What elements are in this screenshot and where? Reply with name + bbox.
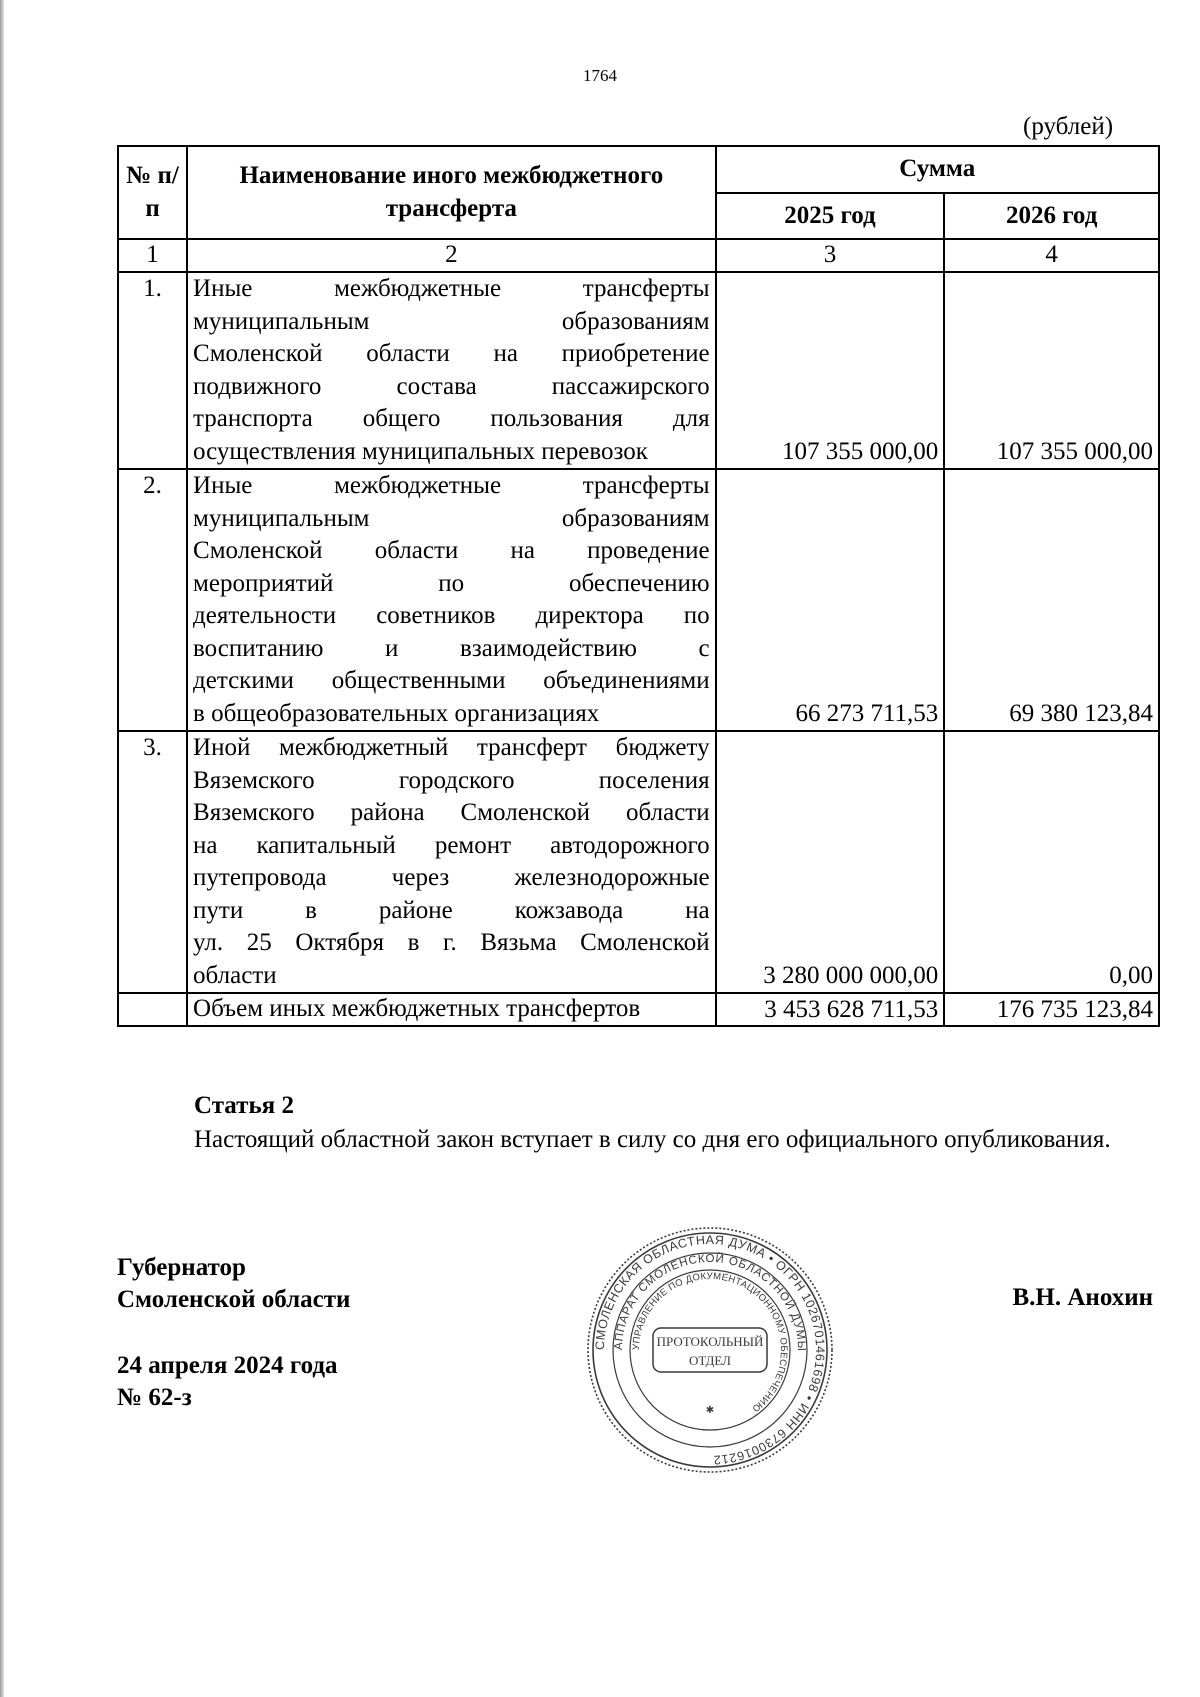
column-index: 3 <box>716 239 945 272</box>
row-number: 2. <box>118 469 187 731</box>
column-index: 1 <box>118 239 187 272</box>
amount-2025: 107 355 000,00 <box>716 272 945 469</box>
law-date-number <box>117 1350 338 1414</box>
article-title: Статья 2 <box>194 1092 294 1119</box>
stamp-center-line1: ПРОТОКОЛЬНЫЙ <box>656 1334 764 1349</box>
transfers-table <box>117 145 1160 1027</box>
transfer-name-line: воспитанию и взаимодействию с <box>193 634 710 662</box>
official-stamp <box>585 1225 835 1475</box>
transfer-name-line: Иной межбюджетный трансферт бюджету <box>193 734 710 761</box>
stamp-outer-text: СМОЛЕНСКАЯ ОБЛАСТНАЯ ДУМА • ОГРН 1026701461698 • ИНН 6730016212 <box>592 1232 828 1468</box>
signatory-title-line: Губернатор <box>117 1254 246 1281</box>
article-body: Настоящий областной закон вступает в силу со дня его официального опубликования. <box>194 1126 1111 1153</box>
signatory-name: В.Н. Анохин <box>1012 1284 1153 1311</box>
total-label: Объем иных межбюджетных трансфертов <box>187 993 716 1026</box>
row-number: 3. <box>118 731 187 993</box>
transfer-name-line: подвижного состава пассажирского <box>193 372 710 400</box>
header-sum: Сумма <box>716 146 1159 193</box>
total-amount-2026: 176 735 123,84 <box>944 993 1159 1026</box>
transfer-name-line: Вяземского городского поселения <box>193 766 710 794</box>
stamp-middle-text: АППАРАТ СМОЛЕНСКОЙ ОБЛАСТНОЙ ДУМЫ <box>612 1252 808 1352</box>
header-year-2026: 2026 год <box>944 193 1159 239</box>
transfer-name-line: мероприятий по обеспечению <box>193 569 710 597</box>
transfer-name-line: на капитальный ремонт автодорожного <box>193 831 710 859</box>
transfer-name-line: Смоленской области на приобретение <box>193 340 710 367</box>
transfer-name <box>187 272 716 469</box>
law-number: № 62-з <box>117 1384 192 1411</box>
table-row <box>118 272 1159 469</box>
transfer-name-line: муниципальным образованиям <box>193 504 710 532</box>
total-number-cell <box>118 993 187 1026</box>
amount-2026: 0,00 <box>944 731 1159 993</box>
transfer-name-line: осуществления муниципальных перевозок <box>193 437 648 465</box>
amount-2025: 66 273 711,53 <box>716 469 945 731</box>
transfer-name-line: Вяземского района Смоленской области <box>193 799 710 826</box>
law-date: 24 апреля 2024 года <box>117 1352 338 1379</box>
transfer-name-line: муниципальным образованиям <box>193 307 710 335</box>
signatory-title <box>117 1252 350 1316</box>
table-header-row <box>118 146 1159 193</box>
transfer-name-line: деятельности советников директора по <box>193 602 710 629</box>
table-row <box>118 731 1159 993</box>
transfer-name <box>187 469 716 731</box>
transfer-name-line: транспорта общего пользования для <box>193 405 710 432</box>
signatory-title-line: Смоленской области <box>117 1286 351 1313</box>
header-number: № п/п <box>118 146 187 239</box>
transfer-name-line: Иные межбюджетные трансферты <box>193 472 710 499</box>
transfer-name-line: детскими общественными объединениями <box>193 667 710 694</box>
amount-2025: 3 280 000 000,00 <box>716 731 945 993</box>
page-scan-edge <box>0 0 4 1697</box>
total-row <box>118 993 1159 1026</box>
column-index: 4 <box>944 239 1159 272</box>
units-label: (рублей) <box>1023 113 1114 140</box>
transfer-name-line: ул. 25 Октября в г. Вязьма Смоленской <box>193 929 710 956</box>
total-amount-2025: 3 453 628 711,53 <box>716 993 945 1026</box>
column-index: 2 <box>187 239 716 272</box>
page-number: 1764 <box>583 66 617 85</box>
amount-2026: 107 355 000,00 <box>944 272 1159 469</box>
transfer-name-line: Иные межбюджетные трансферты <box>193 275 710 302</box>
transfer-name-line: пути в районе кожзавода на <box>193 896 710 924</box>
transfer-name <box>187 731 716 993</box>
amount-2026: 69 380 123,84 <box>944 469 1159 731</box>
stamp-star-icon: ✱ <box>705 1405 715 1416</box>
transfer-name-line: Смоленской области на проведение <box>193 537 710 564</box>
header-name: Наименование иного межбюджетного трансферта <box>187 146 716 239</box>
row-number: 1. <box>118 272 187 469</box>
header-year-2025: 2025 год <box>716 193 945 239</box>
table-row <box>118 469 1159 731</box>
column-index-row <box>118 239 1159 272</box>
stamp-inner-text: УПРАВЛЕНИЕ ПО ДОКУМЕНТАЦИОННОМУ ОБЕСПЕЧЕНИЮ <box>630 1270 790 1414</box>
transfer-name-line: в общеобразовательных организациях <box>193 699 600 727</box>
transfer-name-line: области <box>193 961 277 989</box>
stamp-center-line2: ОТДЕЛ <box>689 1353 731 1368</box>
transfer-name-line: путепровода через железнодорожные <box>193 864 710 891</box>
